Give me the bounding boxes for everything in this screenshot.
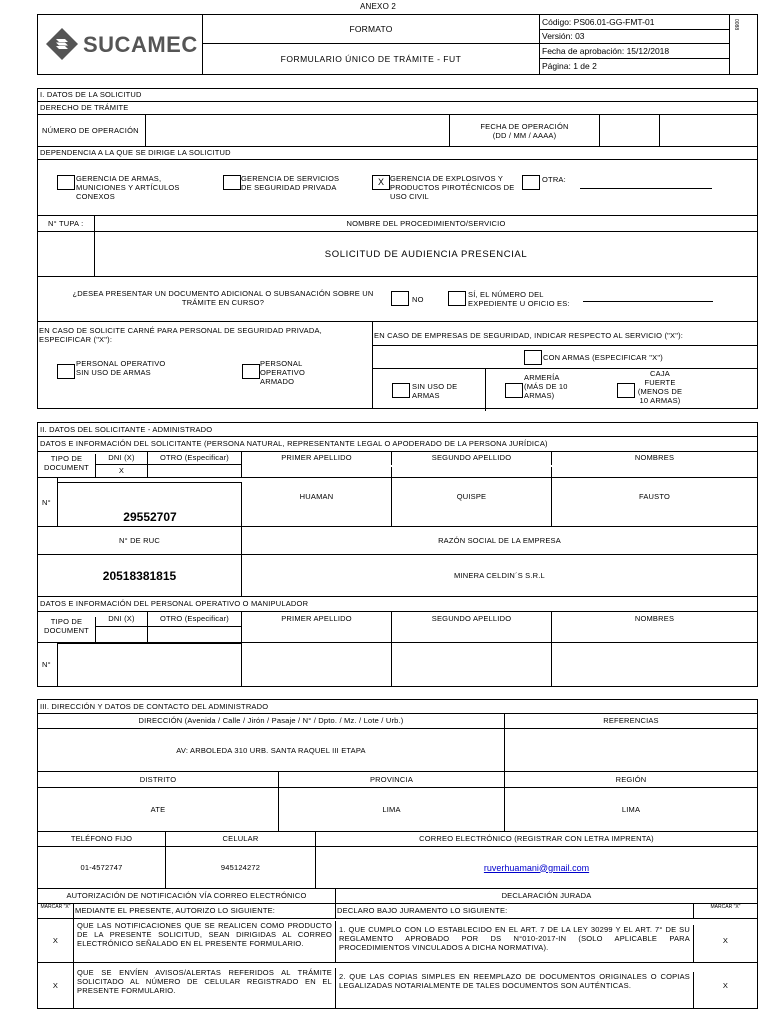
nombres-label: NOMBRES — [634, 453, 675, 462]
si-label: SÍ, EL NÚMERO DEL EXPEDIENTE U OFICIO ES: — [468, 290, 570, 308]
referencias-field[interactable] — [505, 729, 757, 771]
personal-label: DATOS E INFORMACIÓN DEL PERSONAL OPERATIVO O MANIPULADOR — [38, 597, 757, 612]
distrito-value: ATE — [38, 788, 279, 831]
provincia-value: LIMA — [279, 788, 505, 831]
checkbox-servicios[interactable] — [223, 175, 241, 190]
expediente-input[interactable] — [583, 301, 713, 302]
marcar2-label: MARCAR "X" — [710, 904, 741, 910]
num-op-field[interactable] — [146, 115, 450, 146]
auth1-mark[interactable]: X — [38, 919, 74, 962]
section-3-title: III. DIRECCIÓN Y DATOS DE CONTACTO DEL ADMINISTRADO — [38, 700, 757, 714]
dni-label: DNI (X) — [96, 452, 148, 465]
logo-cell — [38, 15, 203, 74]
celular-label: CELULAR — [166, 832, 316, 846]
dni2-label: DNI (X) — [96, 612, 148, 627]
carne-row — [38, 322, 757, 409]
doc2-number-field[interactable] — [58, 643, 242, 686]
section-2 — [37, 422, 758, 687]
checkbox-otra[interactable] — [522, 175, 540, 190]
checkbox-si[interactable] — [448, 291, 466, 306]
declaro-label: DECLARO BAJO JURAMENTO LO SIGUIENTE: — [336, 904, 694, 918]
ubicacion-header — [38, 772, 757, 788]
dep-servicios-label: GERENCIA DE SERVICIOS DE SEGURIDAD PRIVADA — [241, 174, 340, 192]
provincia-label: PROVINCIA — [279, 772, 505, 787]
auth2-mark[interactable]: X — [38, 963, 74, 1008]
primer-apellido-value: HUAMAN — [242, 467, 392, 526]
no-label: NO — [412, 295, 424, 304]
n-label: N° — [38, 478, 58, 527]
decl-header — [38, 889, 757, 904]
pers-sin-label: PERSONAL OPERATIVO SIN USO DE ARMAS — [76, 359, 166, 377]
checkbox-sin-armas[interactable] — [392, 383, 410, 398]
checkbox-pers-sin[interactable] — [57, 364, 75, 379]
primer2-label: PRIMER APELLIDO — [242, 612, 392, 627]
side-mark: 0088 — [733, 19, 739, 31]
procedure-row — [38, 232, 757, 277]
section-3 — [37, 699, 758, 1009]
otro-label: OTRO (Especificar) — [148, 452, 242, 465]
dni-mark: X — [96, 465, 148, 477]
telefono-value: 01-4572747 — [38, 847, 166, 888]
annex-label: ANEXO 2 — [360, 2, 397, 11]
contacto-header — [38, 832, 757, 847]
checkbox-caja[interactable] — [617, 383, 635, 398]
meta-cell — [540, 15, 757, 74]
doc-code: Código: PS06.01-GG-FMT-01 — [540, 15, 730, 30]
dep-explosivos-label: GERENCIA DE EXPLOSIVOS Y PRODUCTOS PIROTÉCNICOS DE USO CIVIL — [390, 174, 515, 201]
direccion-header — [38, 714, 757, 729]
sucamec-logo-icon — [45, 27, 79, 61]
otra-input[interactable] — [580, 188, 712, 189]
operation-row — [38, 115, 757, 147]
empresas-label: EN CASO DE EMPRESAS DE SEGURIDAD, INDICAR RESPECTO AL SERVICIO ("X"): — [374, 331, 684, 340]
empresas-sub — [372, 345, 757, 409]
section-1-title: I. DATOS DE LA SOLICITUD — [38, 89, 757, 102]
approval-date: Fecha de aprobación: 15/12/2018 — [540, 44, 730, 59]
auth2-text: QUE SE ENVÍEN AVISOS/ALERTAS REFERIDOS AL TRÁMITE SOLICITADO AL NÚMERO DE CELULAR REGISTRADO EN EL PRESENTE FORMULARIO. — [74, 968, 336, 1008]
segundo2-field[interactable] — [392, 627, 552, 686]
primer2-field[interactable] — [242, 627, 392, 686]
segundo2-label: SEGUNDO APELLIDO — [392, 612, 552, 627]
celular-value: 945124272 — [166, 847, 316, 888]
dependencia-label: DEPENDENCIA A LA QUE SE DIRIGE LA SOLICITUD — [38, 147, 757, 160]
solicitante-values — [38, 467, 757, 527]
page-number: Página: 1 de 2 — [540, 59, 730, 74]
procedure-header: NOMBRE DEL PROCEDIMIENTO/SERVICIO — [346, 219, 506, 228]
fecha-op-format: (DD / MM / AAAA) — [492, 131, 557, 140]
doc-number: 29552707 — [123, 510, 177, 524]
correo-label: CORREO ELECTRÓNICO (REGISTRAR CON LETRA IMPRENTA) — [419, 834, 654, 843]
telefono-label: TELÉFONO FIJO — [38, 832, 166, 846]
nombres2-field[interactable] — [552, 627, 757, 686]
solicitante-label: DATOS E INFORMACIÓN DEL SOLICITANTE (PERSONA NATURAL, REPRESENTANTE LEGAL O APODERADO DE LA PERSONA JURÍDICA) — [38, 437, 757, 452]
checkbox-armeria[interactable] — [505, 383, 523, 398]
segundo-apellido-value: QUISPE — [392, 467, 552, 526]
autorizo-label: MEDIANTE EL PRESENTE, AUTORIZO LO SIGUIENTE: — [74, 904, 336, 918]
pers-armado-label: PERSONAL OPERATIVO ARMADO — [260, 359, 306, 386]
checkbox-con-armas[interactable] — [524, 350, 542, 365]
ruc-values — [38, 555, 757, 597]
checkbox-explosivos[interactable]: X — [372, 175, 390, 190]
tipo-doc-label: TIPO DE DOCUMENT — [38, 454, 96, 478]
tupa-label: N° TUPA : — [38, 216, 95, 231]
num-op-label: NÚMERO DE OPERACIÓN — [38, 115, 146, 146]
fecha-op-label — [450, 115, 600, 146]
referencias-label: REFERENCIAS — [603, 716, 659, 725]
direccion-values — [38, 729, 757, 772]
section-2-title: II. DATOS DEL SOLICITANTE - ADMINISTRADO — [38, 423, 757, 437]
caja-label: CAJA FUERTE (MENOS DE 10 ARMAS) — [637, 369, 683, 405]
ruc-header — [38, 527, 757, 555]
nombres2-label: NOMBRES — [634, 614, 675, 623]
n2-label: N° — [38, 643, 58, 686]
region-value: LIMA — [621, 805, 641, 814]
nombres-value: FAUSTO — [638, 492, 671, 501]
declaracion-label: DECLARACIÓN JURADA — [501, 891, 592, 900]
carne-label: EN CASO DE SOLICITE CARNÉ PARA PERSONAL DE SEGURIDAD PRIVADA, ESPECIFICAR ("X"): — [39, 326, 322, 344]
auth1-text: QUE LAS NOTIFICACIONES QUE SE REALICEN COMO PRODUCTO DE LA PRESENTE SOLICITUD, SEAN DIRIGIDAS AL CORREO ELECTRÓNICO SEÑALADO EN EL PRESENTE FORMULARIO. — [74, 921, 336, 962]
derecho-label: DERECHO DE TRÁMITE — [38, 102, 757, 115]
formato-label: FORMATO — [203, 15, 539, 44]
title-cell — [203, 15, 540, 74]
fecha-op-field-2[interactable] — [660, 115, 757, 146]
armeria-label: ARMERÍA (MÁS DE 10 ARMAS) — [524, 373, 568, 400]
decl1-text: 1. QUE CUMPLO CON LO ESTABLECIDO EN EL ART. 7 DE LA LEY 30299 Y EL ART. 7° DE SU REGLAMENTO APROBADO POR DS N°010-2017-IN (SOLO APLICABLE PARA PROCEDIMIENTOS VINCULADOS A DICHA NORMATIVA). — [336, 925, 694, 962]
logo-wordmark: SUCAMEC — [83, 32, 198, 57]
correo-value-cell — [316, 847, 757, 888]
form-title: FORMULARIO ÚNICO DE TRÁMITE - FUT — [280, 54, 462, 64]
decl2-text: 2. QUE LAS COPIAS SIMPLES EN REEMPLAZO DE DOCUMENTOS ORIGINALES O COPIAS LEGALIZADAS NOTARIALMENTE DE TALES DOCUMENTOS SON AUTÉNTICAS. — [336, 972, 694, 1008]
decl-subheader — [38, 904, 757, 919]
dep-otra-label: OTRA: — [542, 175, 566, 184]
segundo-apellido-label: SEGUNDO APELLIDO — [392, 452, 552, 465]
direccion-label: DIRECCIÓN (Avenida / Calle / Jirón / Pasaje / N° / Dpto. / Mz. / Lote / Urb.) — [38, 714, 505, 728]
autorizacion-label: AUTORIZACIÓN DE NOTIFICACIÓN VÍA CORREO ELECTRÓNICO — [38, 889, 336, 903]
section-1 — [37, 88, 758, 409]
checkbox-pers-armado[interactable] — [242, 364, 260, 379]
empresas-options — [372, 368, 757, 410]
decl-row-2 — [38, 963, 757, 1009]
tupa-header-row — [38, 216, 757, 232]
doc-number-cell — [58, 482, 242, 527]
header-block — [37, 14, 758, 75]
doc-question: ¿DESEA PRESENTAR UN DOCUMENTO ADICIONAL O SUBSANACIÓN SOBRE UN TRÁMITE EN CURSO? — [72, 289, 374, 307]
tipo-doc2-label: TIPO DE DOCUMENT — [38, 617, 96, 643]
sin-armas-cell — [372, 369, 486, 411]
fecha-op-field[interactable] — [600, 115, 660, 146]
region-label: REGIÓN — [615, 775, 647, 784]
ruc-value: 20518381815 — [38, 555, 242, 596]
con-armas-label: CON ARMAS (ESPECIFICAR "X") — [543, 353, 663, 362]
personal-values — [38, 627, 757, 686]
dependencia-row — [38, 160, 757, 216]
correo-link[interactable]: ruverhuamani@gmail.com — [483, 862, 590, 873]
fecha-op-title: FECHA DE OPERACIÓN — [480, 122, 569, 131]
primer-apellido-label: PRIMER APELLIDO — [242, 452, 392, 465]
contacto-values — [38, 847, 757, 889]
distrito-label: DISTRITO — [38, 772, 279, 787]
tupa-field[interactable] — [38, 232, 95, 276]
direccion-value: AV: ARBOLEDA 310 URB. SANTA RAQUEL III ETAPA — [38, 729, 505, 771]
decl-row-1 — [38, 919, 757, 963]
checkbox-armas[interactable] — [57, 175, 75, 190]
dep-armas-label: GERENCIA DE ARMAS, MUNICIONES Y ARTÍCULOS CONEXOS — [76, 174, 180, 201]
decl1-mark[interactable]: X — [722, 936, 729, 945]
ubicacion-values — [38, 788, 757, 832]
sin-armas-label: SIN USO DE ARMAS — [412, 382, 458, 400]
checkbox-no[interactable] — [391, 291, 409, 306]
decl2-mark[interactable]: X — [722, 981, 729, 990]
marcar-label: MARCAR "X" — [38, 904, 74, 918]
razon-value: MINERA CELDIN´S S.R.L — [454, 571, 545, 580]
razon-label: RAZÓN SOCIAL DE LA EMPRESA — [438, 536, 561, 545]
doc-version: Versión: 03 — [540, 30, 730, 44]
procedure-value: SOLICITUD DE AUDIENCIA PRESENCIAL — [324, 248, 528, 260]
otro2-label: OTRO (Especificar) — [148, 612, 242, 627]
doc-question-row — [38, 277, 757, 322]
ruc-label: N° DE RUC — [38, 527, 242, 554]
